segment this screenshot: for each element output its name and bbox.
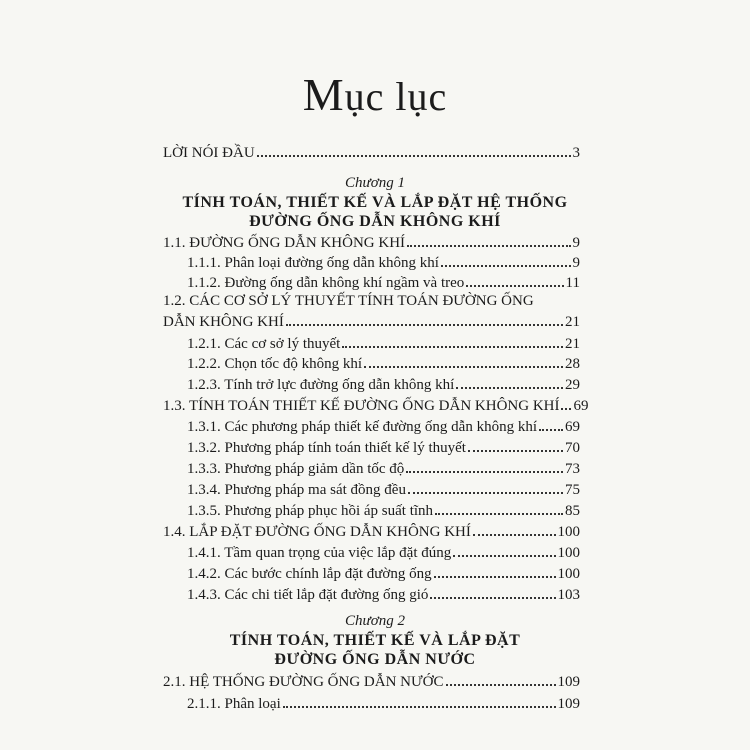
title-initial: M <box>302 69 345 120</box>
leader-dots <box>283 694 556 708</box>
toc-entry-1-2-2[interactable] <box>187 354 580 373</box>
toc-entry-label: 1.2.3. Tính trở lực đường ống dẫn không khí <box>187 377 455 393</box>
leader-dots <box>473 522 556 536</box>
leader-dots <box>286 312 563 326</box>
leader-dots <box>468 438 563 452</box>
toc-entry-2-1[interactable] <box>163 672 580 691</box>
toc-entry-1-2-3[interactable] <box>187 375 580 394</box>
toc-entry-page: 69 <box>573 398 589 414</box>
toc-entry-page: 9 <box>572 255 580 271</box>
toc-entry-label: 1.3.3. Phương pháp giảm dần tốc độ <box>187 461 405 477</box>
toc-entry-1-2-line1[interactable]: 1.2. CÁC CƠ SỞ LÝ THUYẾT TÍNH TOÁN ĐƯỜNG ỐNG <box>163 293 534 309</box>
toc-entry-1-1-2[interactable] <box>187 273 580 292</box>
leader-dots <box>406 459 563 473</box>
toc-entry-1-3-3[interactable] <box>187 459 580 478</box>
toc-entry-page: 70 <box>565 440 580 456</box>
toc-entry-1-4-2[interactable] <box>187 564 580 583</box>
toc-entry-label: 2.1.1. Phân loại <box>187 696 281 712</box>
toc-entry-1-1-1[interactable] <box>187 253 580 272</box>
toc-entry-label: 1.2.1. Các cơ sở lý thuyết <box>187 336 341 352</box>
toc-entry-1-3-4[interactable] <box>187 480 580 499</box>
leader-dots <box>446 672 556 686</box>
leader-dots <box>407 233 570 247</box>
toc-entry-1-3-2[interactable] <box>187 438 580 457</box>
leader-dots <box>561 396 571 410</box>
toc-entry-1-2[interactable] <box>163 312 580 331</box>
toc-entry-page: 73 <box>565 461 580 477</box>
leader-dots <box>466 273 563 287</box>
toc-entry-1-4-1[interactable] <box>187 543 580 562</box>
toc-entry-label: 1.3.1. Các phương pháp thiết kế đường ống dẫn không khí <box>187 419 537 435</box>
toc-entry-label: 1.4. LẮP ĐẶT ĐƯỜNG ỐNG DẪN KHÔNG KHÍ <box>163 524 471 540</box>
toc-entry-preface[interactable] <box>163 143 580 162</box>
leader-dots <box>435 501 563 515</box>
toc-entry-label: 1.4.1. Tầm quan trọng của việc lắp đặt đúng <box>187 545 452 561</box>
toc-entry-page: 21 <box>565 314 580 330</box>
toc-entry-page: 69 <box>565 419 580 435</box>
toc-entry-label: 1.4.2. Các bước chính lắp đặt đường ống <box>187 566 432 582</box>
chapter-2-title-line1: TÍNH TOÁN, THIẾT KẾ VÀ LẮP ĐẶT <box>229 632 521 649</box>
toc-entry-1-3-5[interactable] <box>187 501 580 520</box>
toc-entry-page: 100 <box>557 566 580 582</box>
toc-entry-page: 3 <box>572 145 580 161</box>
leader-dots <box>456 375 563 389</box>
chapter-1-title-line2: ĐƯỜNG ỐNG DẪN KHÔNG KHÍ <box>249 213 501 230</box>
leader-dots <box>430 585 555 599</box>
leader-dots <box>441 253 571 267</box>
toc-entry-page: 100 <box>557 524 580 540</box>
toc-entry-2-1-1[interactable] <box>187 694 580 713</box>
toc-entry-page: 109 <box>557 696 580 712</box>
chapter-2-label: Chương 2 <box>345 613 405 629</box>
toc-entry-label: LỜI NÓI ĐẦU <box>163 145 255 161</box>
toc-entry-label: 1.3. TÍNH TOÁN THIẾT KẾ ĐƯỜNG ỐNG DẪN KHÔNG KHÍ <box>163 398 560 414</box>
leader-dots <box>364 354 563 368</box>
page-title <box>0 68 750 121</box>
toc-entry-page: 100 <box>557 545 580 561</box>
toc-entry-page: 11 <box>565 275 580 291</box>
toc-entry-1-4-3[interactable] <box>187 585 580 604</box>
toc-entry-page: 109 <box>557 674 580 690</box>
toc-entry-1-1[interactable] <box>163 233 580 252</box>
leader-dots <box>434 564 556 578</box>
toc-entry-page: 9 <box>572 235 580 251</box>
toc-entry-page: 85 <box>565 503 580 519</box>
toc-entry-page: 29 <box>565 377 580 393</box>
chapter-2-title-line2: ĐƯỜNG ỐNG DẪN NƯỚC <box>274 651 476 668</box>
leader-dots <box>257 143 571 157</box>
toc-entry-label: 2.1. HỆ THỐNG ĐƯỜNG ỐNG DẪN NƯỚC <box>163 674 444 690</box>
toc-entry-page: 28 <box>565 356 580 372</box>
toc-entry-label: 1.3.2. Phương pháp tính toán thiết kế lý thuyết <box>187 440 466 456</box>
leader-dots <box>539 417 563 431</box>
toc-entry-label: 1.1. ĐƯỜNG ỐNG DẪN KHÔNG KHÍ <box>163 235 406 251</box>
toc-entry-page: 21 <box>565 336 580 352</box>
toc-entry-1-3-1[interactable] <box>187 417 580 436</box>
toc-entry-1-4[interactable] <box>163 522 580 541</box>
toc-entry-1-3[interactable] <box>163 396 589 415</box>
toc-entry-label: 1.3.4. Phương pháp ma sát đồng đều <box>187 482 406 498</box>
chapter-1-label: Chương 1 <box>345 175 405 191</box>
toc-entry-label: 1.2.2. Chọn tốc độ không khí <box>187 356 362 372</box>
toc-entry-label: 1.1.1. Phân loại đường ống dẫn không khí <box>187 255 439 271</box>
leader-dots <box>342 334 563 348</box>
toc-entry-page: 103 <box>557 587 580 603</box>
toc-entry-label: 1.3.5. Phương pháp phục hồi áp suất tĩnh <box>187 503 434 519</box>
toc-entry-1-2-1[interactable] <box>187 334 580 353</box>
toc-entry-label: 1.1.2. Đường ống dẫn không khí ngầm và treo <box>187 275 465 291</box>
leader-dots <box>453 543 555 557</box>
title-rest: ục lục <box>344 74 448 119</box>
toc-entry-page: 75 <box>565 482 580 498</box>
chapter-1-title-line1: TÍNH TOÁN, THIẾT KẾ VÀ LẮP ĐẶT HỆ THỐNG <box>182 194 568 211</box>
toc-entry-label: DẪN KHÔNG KHÍ <box>163 314 284 330</box>
toc-entry-label: 1.4.3. Các chi tiết lắp đặt đường ống gió <box>187 587 429 603</box>
leader-dots <box>408 480 563 494</box>
